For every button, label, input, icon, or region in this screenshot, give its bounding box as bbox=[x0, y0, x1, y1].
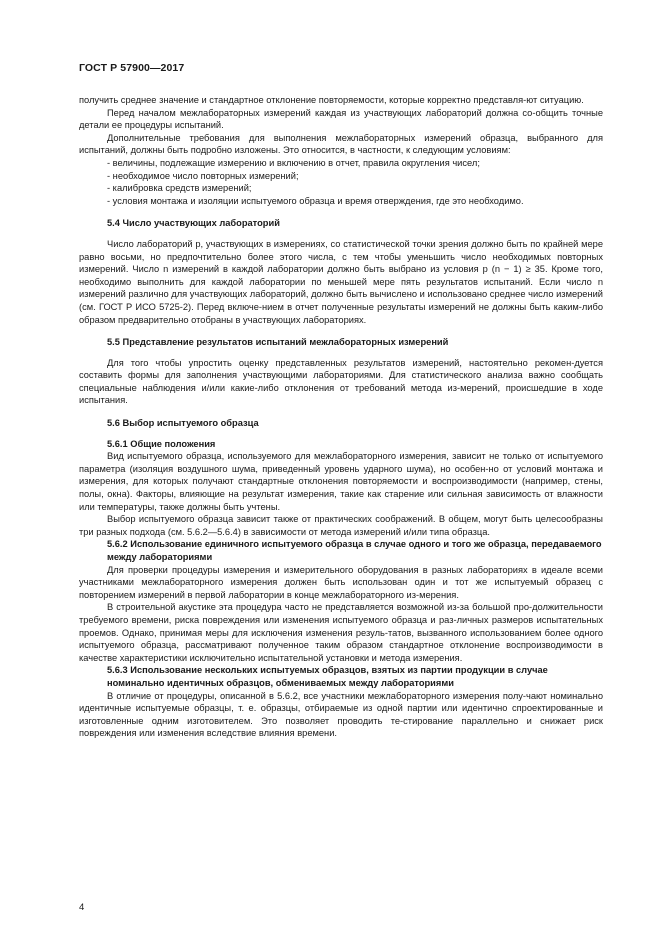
paragraph: В строительной акустике эта процедура часто не представляется возможной из-за большой про-должительности требуемого времени, риска повреждения или изменения испытуемого образца и раз-личных размеров испытательных проемов. Однако, принимая меры для исключения изменения резуль-татов, вызванного использованием более одного испытуемого образца, рассматривают полученное таким образом стандартное отклонение воспроизводимости в качестве характеристики исключительно испытательной установки и метода измерения. bbox=[79, 602, 603, 663]
document-body bbox=[79, 94, 603, 740]
paragraph: Перед началом межлабораторных измерений каждая из участвующих лабораторий должна со-общить точные детали ее процедуры испытаний. bbox=[79, 107, 603, 131]
list-item: - условия монтажа и изоляции испытуемого образца и время отверждения, где это необходимо. bbox=[107, 195, 524, 206]
paragraph: В отличие от процедуры, описанной в 5.6.2, все участники межлабораторного измерения полу-чают номинально идентичные испытуемые образцы, т. е. образцы, отбираемые из одной партии или идентично спроектированные и изготовленные одним изготовителем. Это позволяет проводить те-стирование параллельно и снижает риск повреждения или изменения вследствие влияния времени. bbox=[79, 690, 603, 739]
page-number: 4 bbox=[79, 902, 85, 913]
paragraph: получить среднее значение и стандартное отклонение повторяемости, которые корректно представля-ют ситуацию. bbox=[79, 95, 584, 105]
list-item: - величины, подлежащие измерению и включению в отчет, правила округления чисел; bbox=[107, 157, 480, 168]
subsection-heading: 5.6.2 Использование единичного испытуемого образца в случае одного и того же образца, передаваемого между лабораториями bbox=[107, 539, 602, 562]
paragraph: Для того чтобы упростить оценку представленных результатов измерений, настоятельно рекомен-дуется составить формы для заполнения участвующими лабораториями. Для статистического анализа важно сообщать специальные наблюдения и/или какие-либо отклонения от требований метода из-мерений, происшедшие в ходе испытания. bbox=[79, 357, 603, 406]
section-heading: 5.4 Число участвующих лабораторий bbox=[107, 218, 280, 229]
paragraph: Дополнительные требования для выполнения межлабораторных измерений образца, выбранного для испытаний, должны быть подробно изложены. Это относится, в частности, к следующим условиям: bbox=[79, 132, 603, 156]
paragraph: Для проверки процедуры измерения и измерительного оборудования в разных лабораториях в идеале всеми участниками межлабораторного измерения должен быть использован один и тот же испытуемый образец с повторением измерений в первой лаборатории в конце межлабораторного из-мерения. bbox=[79, 564, 603, 600]
subsection-heading: 5.6.1 Общие положения bbox=[107, 438, 216, 449]
paragraph: Вид испытуемого образца, используемого для межлабораторного измерения, зависит не только от испытуемого параметра (изоляция воздушного шума, приведенный уровень ударного шума), но особен-но от условий монтажа и измерения, для которых получают стандартные отклонения повторяемости и воспроизводимости (например, стены, полы, окна). Факторы, влияющие на результат измерения, такие как старение или сильная зависимость от влажности или температуры, также должны быть учтены. bbox=[79, 451, 603, 512]
section-heading: 5.6 Выбор испытуемого образца bbox=[107, 418, 259, 429]
section-heading: 5.5 Представление результатов испытаний межлабораторных измерений bbox=[107, 337, 449, 348]
list-item: - калибровка средств измерений; bbox=[107, 183, 252, 194]
list-item: - необходимое число повторных измерений; bbox=[107, 170, 299, 181]
paragraph: Выбор испытуемого образца зависит также от практических соображений. В общем, могут быть целесообразны три разных подхода (см. 5.6.2—5.6.4) в зависимости от метода измерений и/или типа образца. bbox=[79, 514, 603, 537]
paragraph: Число лабораторий p, участвующих в измерениях, со статистической точки зрения должно быть по крайней мере равно восьми, но предпочтительно более этого числа, с тем чтобы уменьшить число необходимых повторных измерений. Число n измерений в каждой лаборатории должно быть выбрано из условия p (n − 1) ≥ 35. Кроме того, необходимо выполнить для каждой лаборатории по меньшей мере пять результатов испытаний. Если число n измерений различно для участвующих лабораторий, должно быть вычислено и использовано среднее число измерений (см. ГОСТ Р ИСО 5725-2). Перед включе-нием в отчет полученные результаты измерений не должны быть каким-либо образом предварительно отобраны в участвующих лабораториях. bbox=[79, 238, 603, 325]
subsection-heading: 5.6.3 Использование нескольких испытуемых образцов, взятых из партии продукции в случае номинально идентичных образцов, обмениваемых между лабораториями bbox=[107, 665, 548, 688]
document-header: ГОСТ Р 57900—2017 bbox=[79, 62, 185, 74]
